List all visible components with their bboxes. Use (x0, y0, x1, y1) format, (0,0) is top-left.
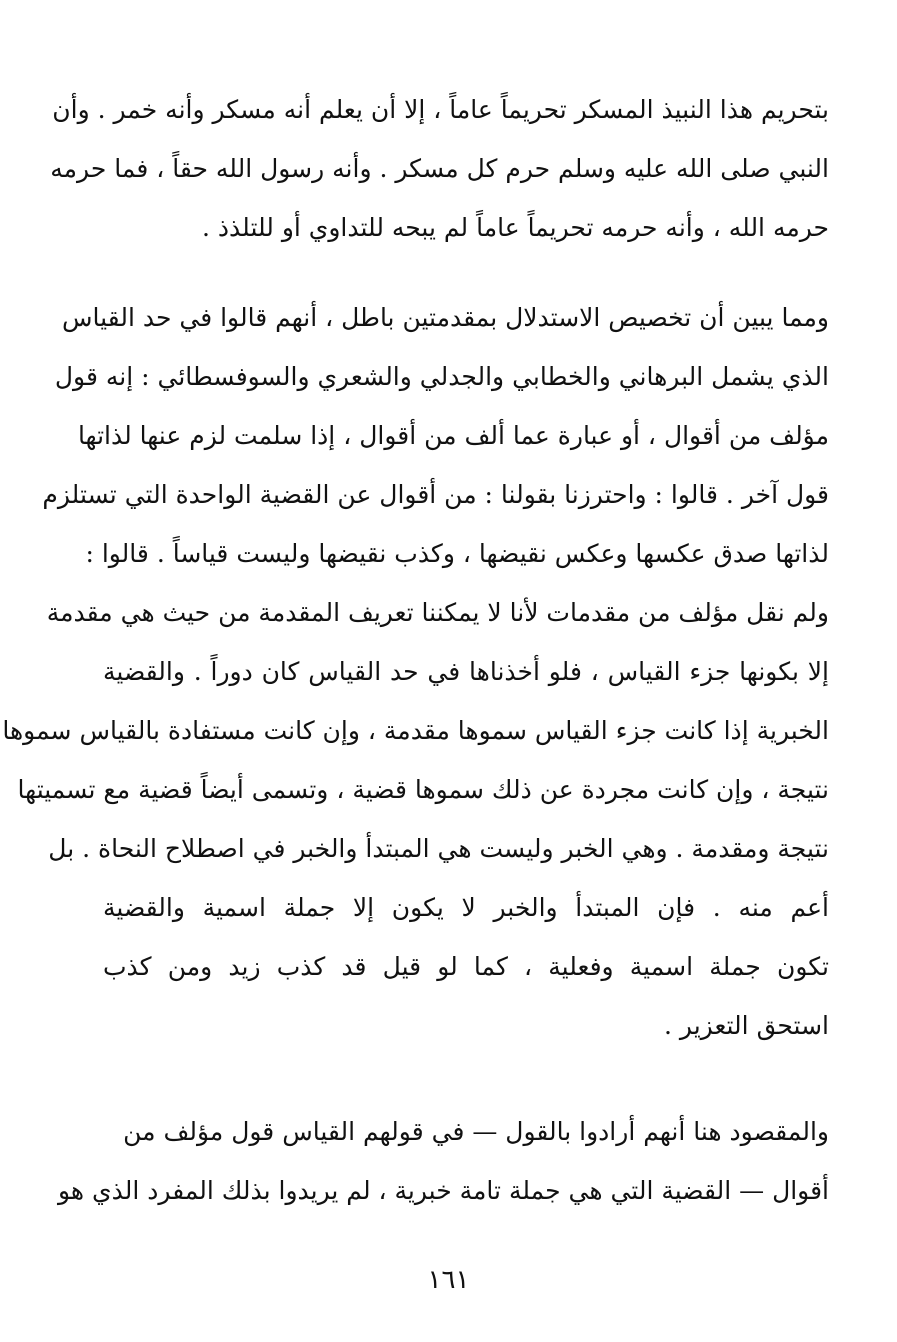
text-line: قول آخر . قالوا : واحترزنا بقولنا : من أقوال عن القضية الواحدة التي تستلزم (42, 480, 829, 509)
text-line: ومما يبين أن تخصيص الاستدلال بمقدمتين باطل ، أنهم قالوا في حد القياس (62, 303, 829, 332)
text-line: تكون جملة اسمية وفعلية ، كما لو قيل قد كذب زيد ومن كذب (103, 952, 829, 981)
text-line: الذي يشمل البرهاني والخطابي والجدلي والشعري والسوفسطائي : إنه قول (54, 362, 829, 391)
text-line: ولم نقل مؤلف من مقدمات لأنا لا يمكننا تعريف المقدمة من حيث هي مقدمة (46, 598, 829, 627)
text-line: أقوال — القضية التي هي جملة تامة خبرية ، لم يريدوا بذلك المفرد الذي هو (58, 1176, 829, 1205)
text-line: حرمه الله ، وأنه حرمه تحريماً عاماً لم يبحه للتداوي أو للتلذذ . (202, 213, 829, 242)
text-line: نتيجة ، وإن كانت مجردة عن ذلك سموها قضية ، وتسمى أيضاً قضية مع تسميتها (17, 775, 829, 804)
page-number: ١٦١ (427, 1265, 470, 1295)
text-line: النبي صلى الله عليه وسلم حرم كل مسكر . وأنه رسول الله حقاً ، فما حرمه (50, 154, 829, 183)
text-line: أعم منه . فإن المبتدأ والخبر لا يكون إلا جملة اسمية والقضية (103, 893, 829, 922)
text-line: بتحريم هذا النبيذ المسكر تحريماً عاماً ، إلا أن يعلم أنه مسكر وأنه خمر . وأن (52, 95, 829, 124)
text-line: مؤلف من أقوال ، أو عبارة عما ألف من أقوال ، إذا سلمت لزم عنها لذاتها (77, 421, 829, 450)
text-line: والمقصود هنا أنهم أرادوا بالقول — في قولهم القياس قول مؤلف من (123, 1117, 829, 1146)
text-line: نتيجة ومقدمة . وهي الخبر وليست هي المبتدأ والخبر في اصطلاح النحاة . بل (48, 834, 829, 863)
text-line: الخبرية إذا كانت جزء القياس سموها مقدمة ، وإن كانت مستفادة بالقياس سموها (2, 716, 829, 745)
text-line: إلا بكونها جزء القياس ، فلو أخذناها في حد القياس كان دوراً . والقضية (103, 657, 829, 686)
text-line: لذاتها صدق عكسها وعكس نقيضها ، وكذب نقيضها وليست قياساً . قالوا : (85, 539, 829, 568)
text-line: استحق التعزير . (664, 1011, 829, 1040)
